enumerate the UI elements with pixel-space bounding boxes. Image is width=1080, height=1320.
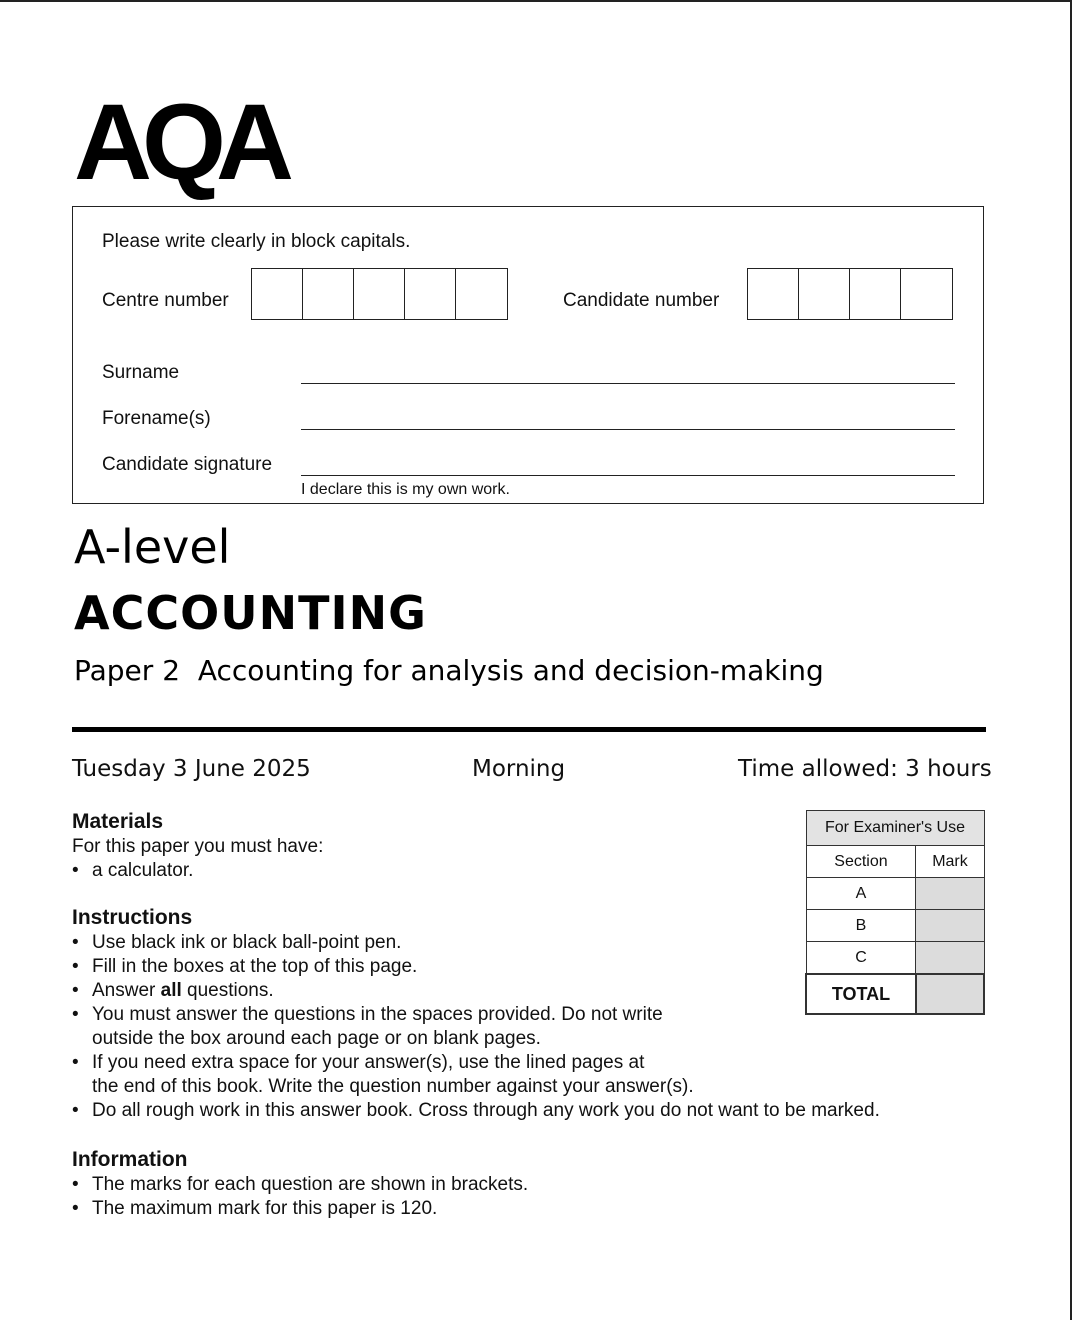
list-item-text: questions. [181,980,274,1001]
centre-number-label: Centre number [102,290,229,311]
list-item: • Do all rough work in this answer book. Cross through any work you do not want to be marked. [72,1099,880,1123]
candidate-digit-box[interactable] [850,269,901,319]
list-item-text: Answer [92,980,161,1001]
forenames-label: Forename(s) [102,408,211,429]
list-item [72,1051,880,1099]
section-label: C [806,942,916,975]
section-column-header: Section [806,846,916,878]
time-allowed: Time allowed: 3 hours [738,756,992,782]
surname-line[interactable] [301,383,955,384]
centre-digit-box[interactable] [354,269,405,319]
list-item: • The marks for each question are shown in brackets. [72,1173,528,1197]
examiner-table-title: For Examiner's Use [806,811,984,846]
candidate-number-label: Candidate number [563,290,720,311]
materials-intro: For this paper you must have: [72,836,324,857]
forenames-line[interactable] [301,429,955,430]
surname-label: Surname [102,362,180,383]
subject-title: ACCOUNTING [74,586,427,640]
list-item-text: the end of this book. Write the question number against your answer(s). [92,1076,694,1097]
list-item-text: If you need extra space for your answer(s), use the lined pages at [92,1052,645,1073]
candidate-digit-box[interactable] [748,269,799,319]
instructions-list [72,931,880,1123]
exam-session: Morning [472,756,566,782]
block-capitals-instruction: Please write clearly in block capitals. [102,231,411,252]
examiner-use-table [805,810,985,1015]
list-item [72,1003,880,1051]
centre-digit-box[interactable] [252,269,303,319]
candidate-number-boxes[interactable] [747,268,953,320]
section-label: B [806,910,916,942]
centre-number-boxes[interactable] [251,268,508,320]
paper-title: Paper 2 Accounting for analysis and decision-making [74,654,824,687]
candidate-details-box [72,206,984,504]
exam-date: Tuesday 3 June 2025 [72,756,311,782]
total-label: TOTAL [806,974,916,1014]
list-item [72,979,880,1003]
divider-rule [72,727,986,732]
qualification-level: A-level [74,520,231,574]
mark-cell [916,942,984,975]
candidate-digit-box[interactable] [901,269,952,319]
list-item: • Use black ink or black ball-point pen. [72,931,880,955]
information-list [72,1173,528,1221]
mark-column-header: Mark [916,846,984,878]
signature-line[interactable] [301,475,955,476]
signature-label: Candidate signature [102,454,273,475]
declaration-text: I declare this is my own work. [301,481,510,498]
aqa-logo: AQA [74,81,284,202]
list-item: • a calculator. [72,859,193,883]
materials-heading: Materials [72,810,164,833]
list-item-text: outside the box around each page or on blank pages. [92,1028,541,1049]
information-heading: Information [72,1148,188,1171]
candidate-digit-box[interactable] [799,269,850,319]
list-item: • Fill in the boxes at the top of this page. [72,955,880,979]
mark-cell [916,878,984,910]
list-item-text: You must answer the questions in the spaces provided. Do not write [92,1004,663,1025]
instructions-heading: Instructions [72,906,193,929]
total-mark-cell [916,974,984,1014]
emphasis-all: all [160,980,182,1001]
centre-digit-box[interactable] [405,269,456,319]
mark-cell [916,910,984,942]
centre-digit-box[interactable] [303,269,354,319]
materials-list [72,859,193,883]
list-item: • The maximum mark for this paper is 120. [72,1197,528,1221]
centre-digit-box[interactable] [456,269,507,319]
section-label: A [806,878,916,910]
